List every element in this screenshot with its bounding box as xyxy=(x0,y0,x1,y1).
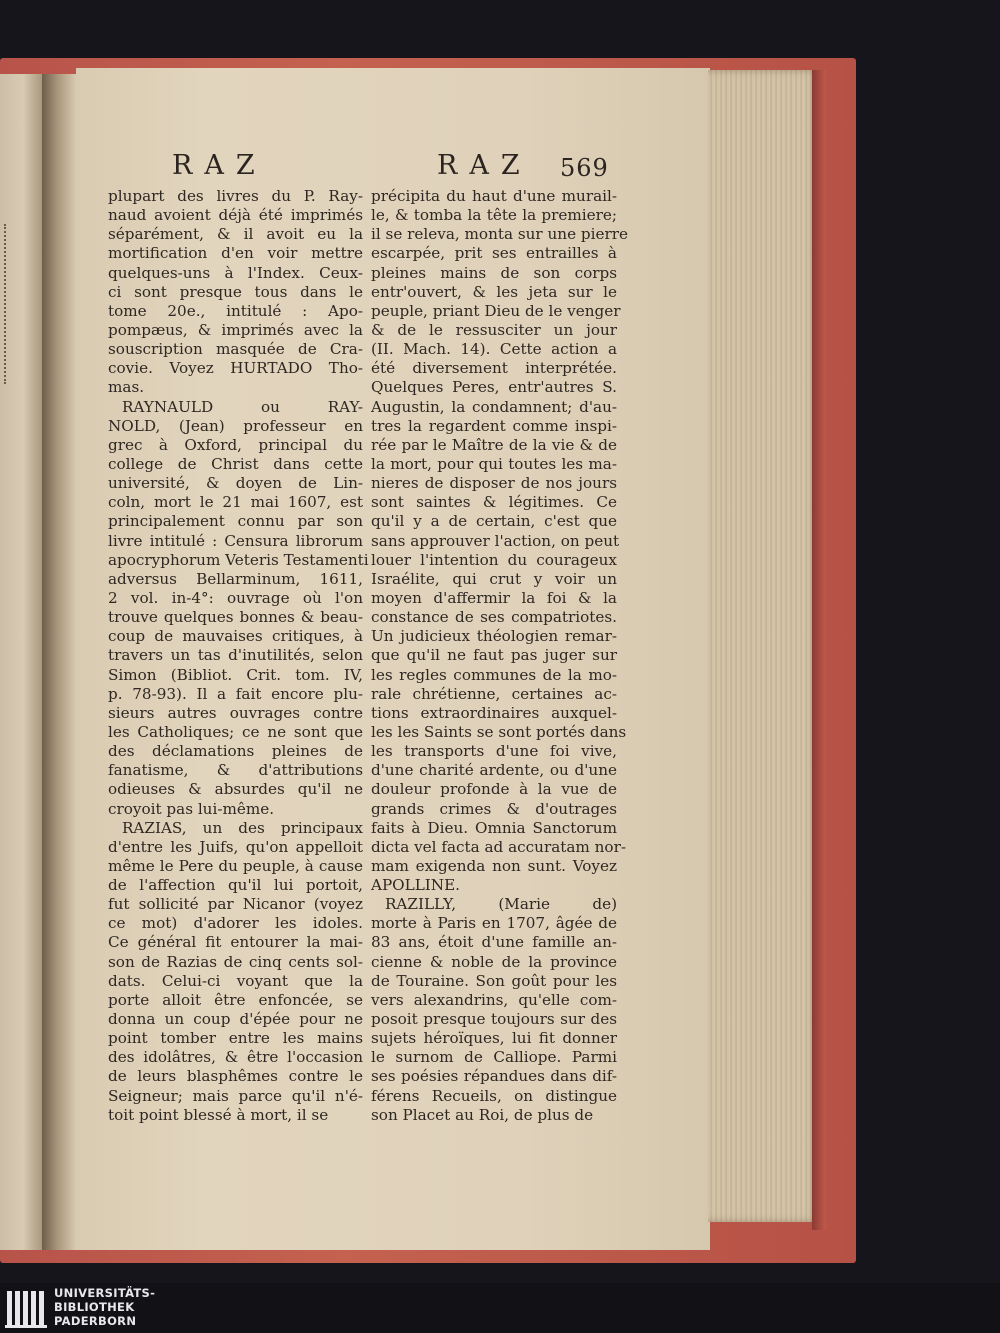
text-line: apocryphorum Veteris Testamenti xyxy=(108,550,369,569)
text-line: ci sont presque tous dans le xyxy=(108,282,363,301)
text-line: des idolâtres, & être l'occasion xyxy=(108,1048,363,1067)
text-line: odieuses & absurdes qu'il ne xyxy=(108,780,363,799)
text-line: RAZIAS, un des principaux xyxy=(122,818,363,837)
text-line: ses poésies répandues dans dif- xyxy=(371,1067,617,1086)
text-line: d'entre les Juifs, qu'on appelloit xyxy=(108,837,363,856)
library-logo-icon xyxy=(5,1287,47,1329)
library-name-line: PADERBORN xyxy=(54,1314,137,1328)
text-line: fut sollicité par Nicanor (voyez xyxy=(108,895,363,914)
right-text-column xyxy=(371,187,628,1125)
text-line: Quelques Peres, entr'autres S. xyxy=(371,378,617,397)
text-line: grands crimes & d'outrages xyxy=(371,799,617,818)
text-line: les Catholiques; ce ne sont que xyxy=(108,722,363,741)
text-line: point tomber entre les mains xyxy=(108,1029,363,1048)
text-line: moyen d'affermir la foi & la xyxy=(371,588,617,607)
text-line: porte alloit être enfoncée, se xyxy=(108,990,363,1009)
text-line: croyoit pas lui-même. xyxy=(108,799,275,818)
text-line: Augustin, la condamnent; d'au- xyxy=(371,397,617,416)
text-line: covie. Voyez HURTADO Tho- xyxy=(108,359,363,378)
text-line: louer l'intention du courageux xyxy=(371,550,617,569)
text-line: posoit presque toujours sur des xyxy=(371,1010,617,1029)
text-line: que qu'il ne faut pas juger sur xyxy=(371,646,617,665)
cover-edge xyxy=(812,70,826,1230)
text-line: sans approuver l'action, on peut xyxy=(371,531,620,550)
text-line: peuple, priant Dieu de le venger xyxy=(371,301,621,320)
left-text-column xyxy=(108,187,369,1125)
text-line: la mort, pour qui toutes les ma- xyxy=(371,454,617,473)
text-line: de l'affection qu'il lui portoit, xyxy=(108,876,363,895)
text-line: toit point blessé à mort, il se xyxy=(108,1105,329,1124)
text-line: sont saintes & légitimes. Ce xyxy=(371,493,617,512)
text-line: quelques-uns à l'Index. Ceux- xyxy=(108,263,363,282)
text-line: il se releva, monta sur une pierre xyxy=(371,225,628,244)
text-line: 83 ans, étoit d'une famille an- xyxy=(371,933,617,952)
text-line: de leurs blasphêmes contre le xyxy=(108,1067,363,1086)
text-line: dicta vel facta ad accuratam nor- xyxy=(371,837,626,856)
running-head-right: RAZ xyxy=(437,150,532,181)
page-edges xyxy=(708,70,820,1222)
text-line: travers un tas d'inutilités, selon xyxy=(108,646,363,665)
library-name xyxy=(54,1286,155,1328)
text-line: son de Razias de cinq cents sol- xyxy=(108,952,363,971)
left-page-bleed-marks xyxy=(4,224,16,384)
text-line: Seigneur; mais parce qu'il n'é- xyxy=(108,1086,363,1105)
text-line: escarpée, prit ses entrailles à xyxy=(371,244,617,263)
text-line: coln, mort le 21 mai 1607, est xyxy=(108,493,363,512)
text-line: ce mot) d'adorer les idoles. xyxy=(108,914,363,933)
text-line: Ce général fit entourer la mai- xyxy=(108,933,363,952)
text-line: tres la regardent comme inspi- xyxy=(371,416,617,435)
text-line: mam exigenda non sunt. Voyez xyxy=(371,856,617,875)
text-line: son Placet au Roi, de plus de xyxy=(371,1105,594,1124)
text-line: constance de ses compatriotes. xyxy=(371,608,617,627)
text-line: naud avoient déjà été imprimés xyxy=(108,206,363,225)
text-line: APOLLINE. xyxy=(371,876,461,895)
text-line: le, & tomba la tête la premiere; xyxy=(371,206,617,225)
text-line: rée par le Maître de la vie & de xyxy=(371,435,617,454)
text-line: (II. Mach. 14). Cette action a xyxy=(371,340,617,359)
text-line: grec à Oxford, principal du xyxy=(108,435,363,454)
text-line: les regles communes de la mo- xyxy=(371,665,617,684)
text-line: rale chrétienne, certaines ac- xyxy=(371,684,617,703)
text-line: Israélite, qui crut y voir un xyxy=(371,569,617,588)
text-line: livre intitulé : Censura librorum xyxy=(108,531,363,550)
text-line: dats. Celui-ci voyant que la xyxy=(108,971,363,990)
text-line: les transports d'une foi vive, xyxy=(371,742,617,761)
left-page-edge xyxy=(0,74,42,1250)
library-name-line: BIBLIOTHEK xyxy=(54,1300,135,1314)
text-line: vers alexandrins, qu'elle com- xyxy=(371,990,617,1009)
text-line: Simon (Bibliot. Crit. tom. IV, xyxy=(108,665,363,684)
text-line: séparément, & il avoit eu la xyxy=(108,225,363,244)
text-line: fanatisme, & d'attributions xyxy=(108,761,363,780)
text-line: tome 20e., intitulé : Apo- xyxy=(108,301,363,320)
text-line: NOLD, (Jean) professeur en xyxy=(108,416,363,435)
text-line: RAZILLY, (Marie de) xyxy=(385,895,617,914)
text-line: les les Saints se sont portés dans xyxy=(371,722,627,741)
text-line: précipita du haut d'une murail- xyxy=(371,187,617,205)
text-line: férens Recueils, on distingue xyxy=(371,1086,617,1105)
text-line: donna un coup d'épée pour ne xyxy=(108,1010,363,1029)
text-line: 2 vol. in-4°: ouvrage où l'on xyxy=(108,588,363,607)
text-line: même le Pere du peuple, à cause xyxy=(108,856,363,875)
text-line: des déclamations pleines de xyxy=(108,742,363,761)
running-head-left: RAZ xyxy=(172,150,267,181)
text-line: le surnom de Calliope. Parmi xyxy=(371,1048,617,1067)
text-line: principalement connu par son xyxy=(108,512,363,531)
text-line: sieurs autres ouvrages contre xyxy=(108,703,363,722)
text-line: souscription masquée de Cra- xyxy=(108,340,363,359)
text-line: RAYNAULD ou RAY- xyxy=(122,397,363,416)
text-line: adversus Bellarminum, 1611, xyxy=(108,569,363,588)
text-line: été diversement interprétée. xyxy=(371,359,617,378)
book-gutter xyxy=(42,74,76,1250)
text-line: de Touraine. Son goût pour les xyxy=(371,971,617,990)
text-line: tions extraordinaires auxquel- xyxy=(371,703,617,722)
text-line: pleines mains de son corps xyxy=(371,263,617,282)
text-line: Un judicieux théologien remar- xyxy=(371,627,617,646)
text-line: douleur profonde à la vue de xyxy=(371,780,617,799)
library-footer xyxy=(0,1283,1000,1333)
text-line: plupart des livres du P. Ray- xyxy=(108,187,363,205)
text-line: d'une charité ardente, ou d'une xyxy=(371,761,617,780)
text-line: coup de mauvaises critiques, à xyxy=(108,627,363,646)
text-line: entr'ouvert, & les jeta sur le xyxy=(371,282,617,301)
text-line: qu'il y a de certain, c'est que xyxy=(371,512,617,531)
text-line: mas. xyxy=(108,378,145,397)
text-line: p. 78-93). Il a fait encore plu- xyxy=(108,684,363,703)
library-name-line: UNIVERSITÄTS- xyxy=(54,1286,156,1300)
text-line: nieres de disposer de nos jours xyxy=(371,474,617,493)
text-line: université, & doyen de Lin- xyxy=(108,474,363,493)
text-line: faits à Dieu. Omnia Sanctorum xyxy=(371,818,617,837)
text-line: mortification d'en voir mettre xyxy=(108,244,363,263)
text-line: morte à Paris en 1707, âgée de xyxy=(371,914,617,933)
text-line: trouve quelques bonnes & beau- xyxy=(108,608,363,627)
text-line: sujets héroïques, lui fit donner xyxy=(371,1029,617,1048)
page-number: 569 xyxy=(560,154,609,182)
text-line: pompæus, & imprimés avec la xyxy=(108,320,363,339)
text-line: & de le ressusciter un jour xyxy=(371,320,617,339)
text-line: cienne & noble de la province xyxy=(371,952,617,971)
text-line: college de Christ dans cette xyxy=(108,454,363,473)
